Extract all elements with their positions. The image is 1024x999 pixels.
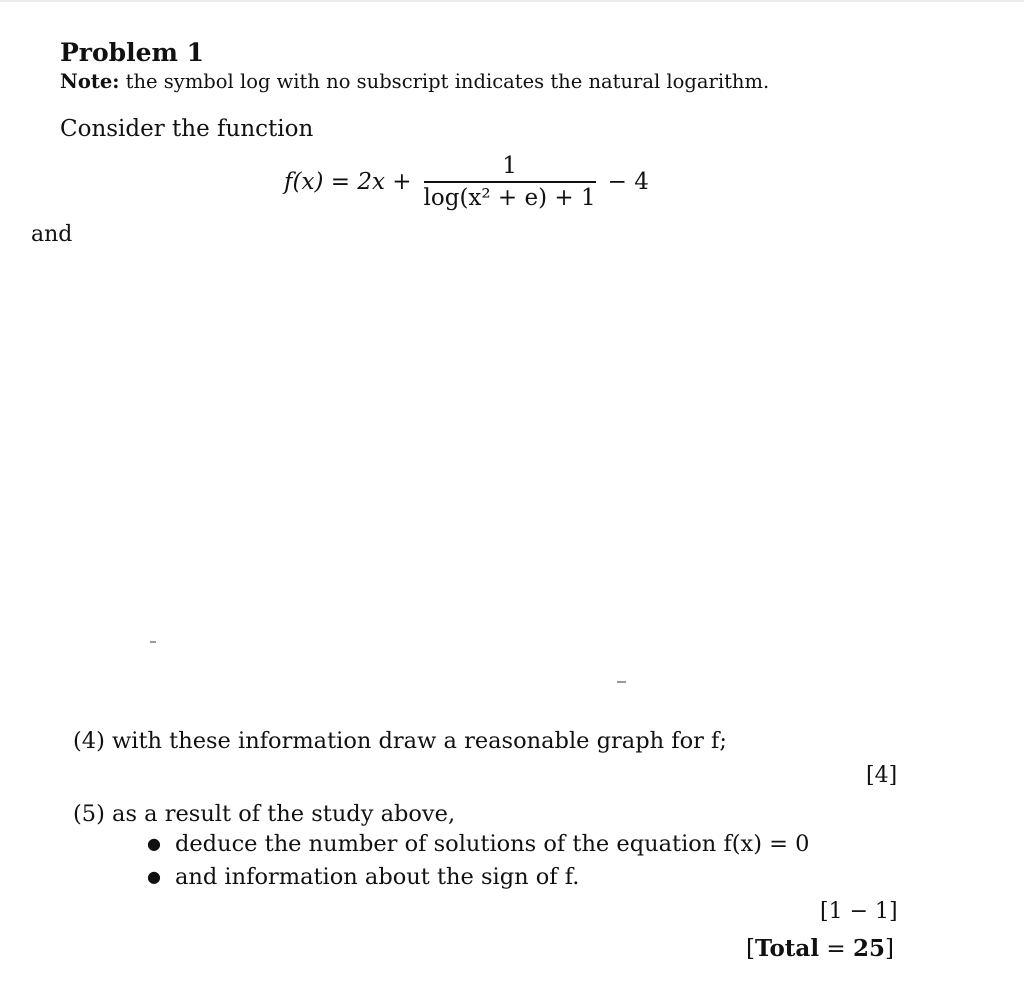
scan-speck [617, 681, 626, 683]
note-line [60, 70, 769, 93]
page-top-border [0, 0, 1024, 2]
consider-text: Consider the function [60, 116, 314, 142]
note-text: the symbol log with no subscript indicates the natural logarithm. [125, 70, 770, 93]
problem-title: Problem 1 [60, 38, 205, 67]
note-label: Note: [60, 70, 120, 93]
formula-rhs: − 4 [607, 169, 649, 195]
question-5-bullet [147, 864, 579, 890]
question-5-bullet [147, 831, 810, 857]
formula-lhs: f(x) = 2x + [284, 169, 412, 195]
and-text: and [31, 222, 73, 247]
formula-fraction [418, 153, 602, 210]
bullet-text: deduce the number of solutions of the equation f(x) = 0 [174, 831, 810, 857]
question-4-marks: [4] [866, 763, 898, 788]
fraction-denominator: log(x² + e) + 1 [423, 184, 596, 211]
scan-speck [150, 641, 156, 643]
total-equals: = [819, 936, 853, 962]
total-marks: [Total = 25] [746, 935, 894, 962]
bullet-text: and information about the sign of f. [174, 864, 580, 890]
fraction-numerator: 1 [502, 153, 517, 180]
bullet-icon: ● [147, 867, 161, 886]
total-value: 25 [852, 935, 885, 962]
function-formula [278, 147, 655, 217]
total-label: Total [754, 935, 820, 962]
question-4: (4) with these information draw a reasonable graph for f; [73, 728, 727, 754]
question-5: (5) as a result of the study above, [73, 801, 456, 827]
bullet-icon: ● [147, 834, 161, 853]
question-5-marks: [1 − 1] [820, 899, 898, 924]
